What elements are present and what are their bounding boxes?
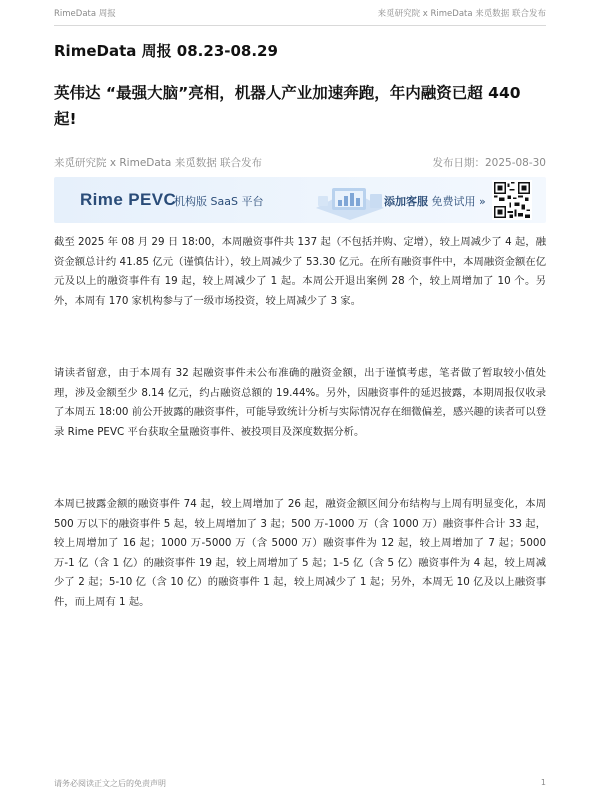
running-header-left: RimeData 周报 xyxy=(54,9,116,19)
banner-cta-action[interactable]: 免费试用 » xyxy=(431,195,486,208)
footer-disclaimer: 请务必阅读正文之后的免责声明 xyxy=(54,779,166,788)
banner-edition: 机构版 SaaS 平台 xyxy=(174,195,264,208)
running-header xyxy=(0,0,600,26)
banner-cta-label: 添加客服 xyxy=(384,195,428,208)
paragraph-weekly-summary: 截至 2025 年 08 月 29 日 18:00，本周融资事件共 137 起（不包括并购、定增），较上周减少了 4 起，融资金额总计约 41.85 亿元（谨慎估计），较上周减少了 53.30 亿元。在所有融资事件中，本周融资金额在亿元及以上的融资事件有 19 起，较上周减少了 1 起。本周公开退出案例 28 个，较上周增加了 10 个。另外，本周有 170 家机构参与了一级市场投资，较上周减少了 3 家。 xyxy=(54,236,546,307)
page-footer xyxy=(54,778,546,789)
banner-brand: Rime PEVC xyxy=(80,190,177,209)
banner-cta[interactable] xyxy=(384,193,486,209)
article-headline: 英伟达 “最强大脑”亮相，机器人产业加速奔跑，年内融资已超 440 起! xyxy=(54,84,521,128)
page-number: 1 xyxy=(540,778,546,787)
report-title: RimeData 周报 08.23-08.29 xyxy=(54,42,278,60)
paragraph-amount-distribution: 本周已披露金额的融资事件 74 起，较上周增加了 26 起，融资金额区间分布结构与上周有明显变化，本周 500 万以下的融资事件 5 起，较上周增加了 3 起；500 万-1000 万（含 1000 万）融资事件合计 33 起，较上周增加了 16 起；1000 万-5000 万（含 5000 万）融资事件为 12 起，较上周增加了 7 起；5000 万-1 亿（含 1 亿）的融资事件 19 起，较上周增加了 5 起；1-5 亿（含 5 亿）融资事件为 4 起，较上周减少了 2 起；5-10 亿（含 10 亿）的融资事件 1 起，较上周减少了 1 起；另外，本周无 10 亿及以上融资事件，而上周有 1 起。 xyxy=(54,498,546,608)
byline-author: 来觅研究院 x RimeData 来觅数据 联合发布 xyxy=(54,157,263,169)
qr-code-icon xyxy=(492,180,532,220)
promo-banner[interactable] xyxy=(54,177,546,223)
byline xyxy=(54,155,546,170)
byline-date: 发布日期：2025-08-30 xyxy=(432,157,546,169)
dashboard-graphic-icon xyxy=(312,180,388,222)
paragraph-reader-note: 请读者留意，由于本周有 32 起融资事件未公布准确的融资金额，出于谨慎考虑，笔者做了暂取较小值处理，涉及金额至少 8.14 亿元，约占融资总额的 19.44%。另外，因融资事件的延迟披露，本期周报仅收录了本周五 18:00 前公开披露的融资事件，可能导致统计分析与实际情况存在细微偏差，感兴趣的读者可以登录 Rime PEVC 平台获取全量融资事件、被投项目及深度数据分析。 xyxy=(54,367,546,438)
running-header-right: 来觅研究院 x RimeData 来觅数据 联合发布 xyxy=(377,9,546,19)
